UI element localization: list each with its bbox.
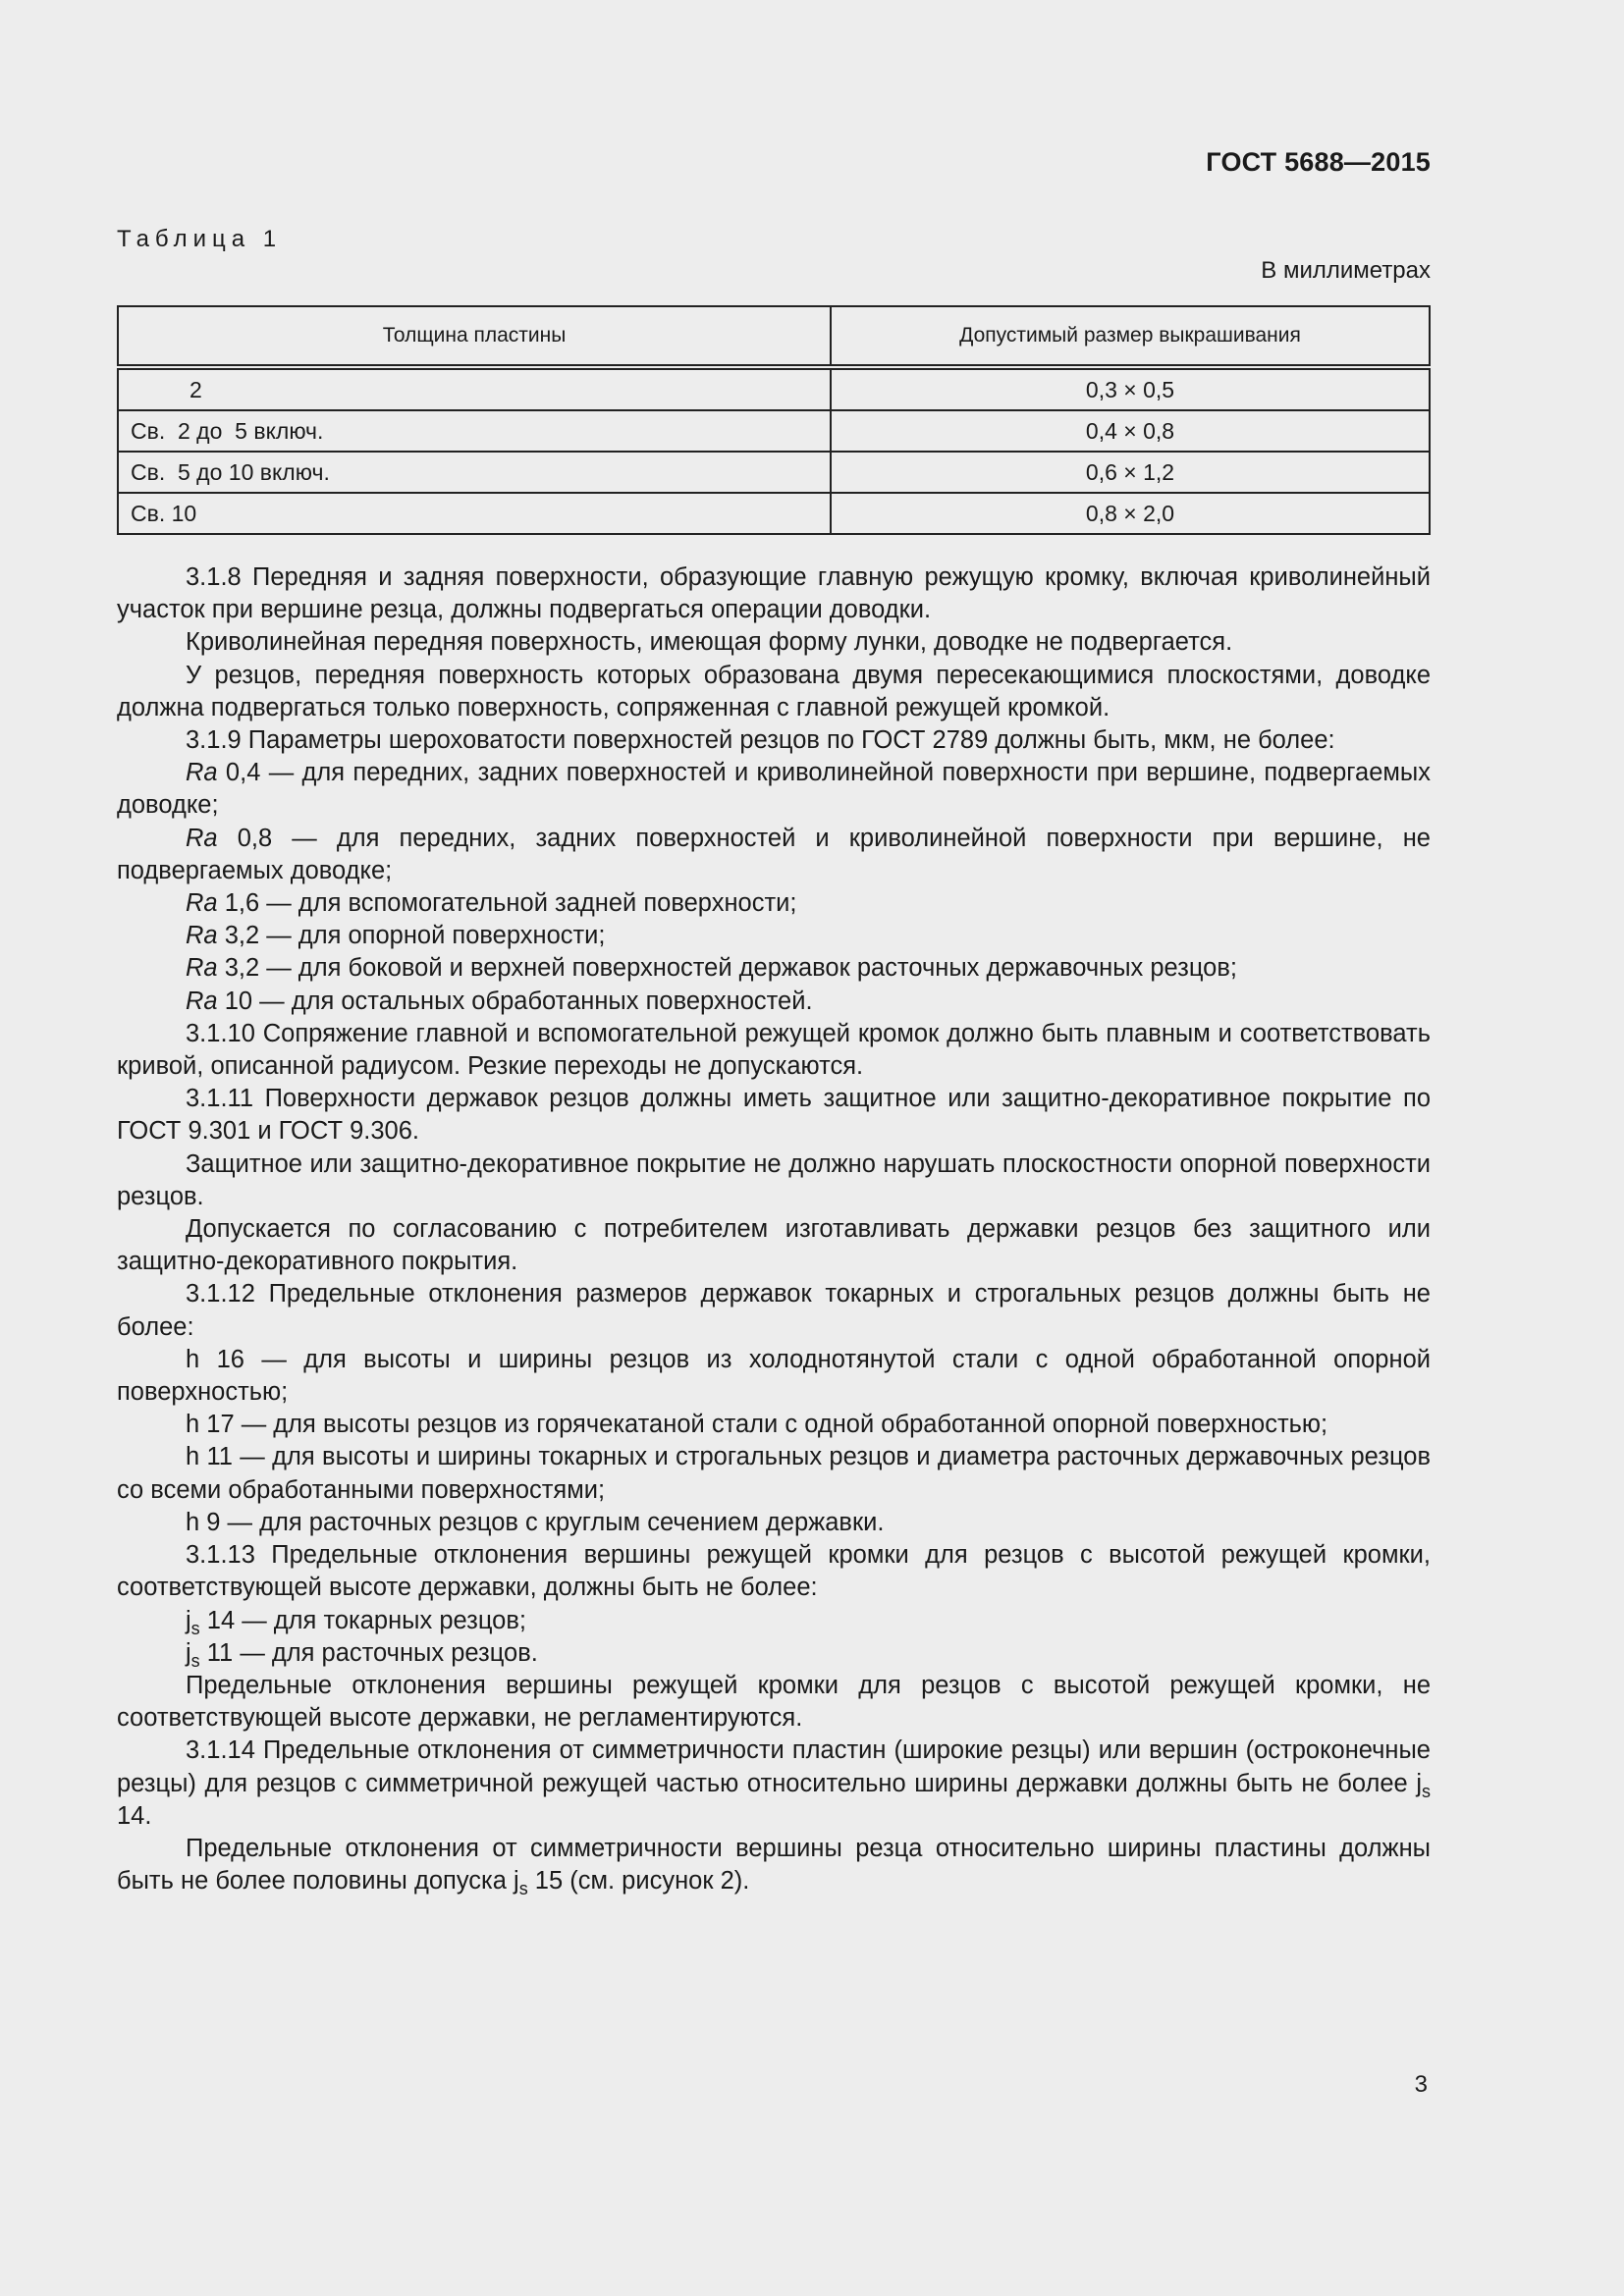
table-header-row — [118, 306, 1430, 367]
paragraph: $j_s$ 11 — для расточных резцов. — [186, 1638, 538, 1671]
table-row — [118, 410, 1430, 452]
ra-symbol: Ra — [186, 824, 218, 852]
paragraph: 3.1.9 Параметры шероховатости поверхностей резцов по ГОСТ 2789 должны быть, мкм, не более: — [186, 726, 1335, 755]
body-text — [117, 561, 1431, 1897]
paragraph: 3.1.10 Сопряжение главной и вспомогательной режущей кромок должно быть плавным и соответствовать кривой, описанной радиусом. Резкие переходы не допускаются. — [117, 1019, 1431, 1081]
table-cell: 2 — [118, 367, 831, 410]
paragraph: Ra 1,6 — для вспомогательной задней поверхности; — [186, 889, 797, 918]
ra-symbol: Ra — [186, 987, 218, 1015]
paragraph: 3.1.13 Предельные отклонения вершины режущей кромки для резцов с высотой режущей кромки, соответствующей высоте державки, должны быть не более: — [117, 1541, 1431, 1602]
table-cell: 0,3 × 0,5 — [831, 367, 1430, 410]
paragraph: $j_s$ 14 — для токарных резцов; — [186, 1606, 526, 1638]
table-cell: Св. 5 до 10 включ. — [118, 452, 831, 493]
paragraph: Ra 10 — для остальных обработанных поверхностей. — [186, 987, 813, 1015]
table-row — [118, 367, 1430, 410]
column-header: Допустимый размер выкрашивания — [831, 306, 1430, 367]
paragraph: Ra 3,2 — для боковой и верхней поверхностей державок расточных державочных резцов; — [186, 954, 1237, 983]
paragraph: 3.1.11 Поверхности державок резцов должны иметь защитное или защитно-декоративное покрытие по ГОСТ 9.301 и ГОСТ 9.306. — [117, 1085, 1431, 1146]
table-cell: 0,6 × 1,2 — [831, 452, 1430, 493]
ra-symbol: Ra — [186, 922, 218, 950]
page-number: 3 — [1414, 2071, 1428, 2098]
paragraph: Предельные отклонения от симметричности вершины резца относительно ширины пластины должны быть не более половины допуска $j_s$ 15 (см. рисунок 2). — [117, 1834, 1431, 1899]
paragraph: Ra 0,8 — для передних, задних поверхностей и криволинейной поверхности при вершине, не подвергаемых доводке; — [117, 824, 1431, 884]
ra-symbol: Ra — [186, 889, 218, 918]
paragraph: 3.1.8 Передняя и задняя поверхности, образующие главную режущую кромку, включая криволинейный участок при вершине резца, должны подвергаться операции доводки. — [117, 563, 1431, 624]
table-units: В миллиметрах — [1261, 257, 1431, 284]
paragraph: h 17 — для высоты резцов из горячекатаной стали с одной обработанной опорной поверхностью; — [186, 1411, 1328, 1439]
paragraph: Ra 3,2 — для опорной поверхности; — [186, 922, 606, 950]
table-row — [118, 452, 1430, 493]
paragraph: У резцов, передняя поверхность которых образована двумя пересекающимися плоскостями, доводке должна подвергаться только поверхность, сопряженная с главной режущей кромкой. — [117, 661, 1431, 721]
table-cell: 0,8 × 2,0 — [831, 493, 1430, 534]
chipping-size-table — [117, 305, 1431, 535]
ra-symbol: Ra — [186, 759, 218, 787]
column-header: Толщина пластины — [118, 306, 831, 367]
ra-symbol: Ra — [186, 954, 218, 983]
standard-number: ГОСТ 5688—2015 — [1206, 147, 1431, 177]
table-cell: Св. 10 — [118, 493, 831, 534]
paragraph: 3.1.14 Предельные отклонения от симметричности пластин (широкие резцы) или вершин (остроконечные резцы) для резцов с симметричной режущей частью относительно ширины державки должны быть не более $j_s$ 14. — [117, 1736, 1431, 1830]
table-caption: Таблица 1 — [117, 226, 283, 252]
table-row — [118, 493, 1430, 534]
paragraph: h 9 — для расточных резцов с круглым сечением державки. — [186, 1508, 885, 1536]
paragraph: Защитное или защитно-декоративное покрытие не должно нарушать плоскостности опорной поверхности резцов. — [117, 1149, 1431, 1210]
paragraph: Допускается по согласованию с потребителем изготавливать державки резцов без защитного или защитно-декоративного покрытия. — [117, 1215, 1431, 1276]
paragraph: 3.1.12 Предельные отклонения размеров державок токарных и строгальных резцов должны быть не более: — [117, 1280, 1431, 1341]
table-cell: 0,4 × 0,8 — [831, 410, 1430, 452]
paragraph: Ra 0,4 — для передних, задних поверхностей и криволинейной поверхности при вершине, подвергаемых доводке; — [117, 759, 1431, 820]
paragraph: Предельные отклонения вершины режущей кромки для резцов с высотой режущей кромки, не соответствующей высоте державки, не регламентируются. — [117, 1671, 1431, 1733]
table-cell: Св. 2 до 5 включ. — [118, 410, 831, 452]
paragraph: h 11 — для высоты и ширины токарных и строгальных резцов и диаметра расточных державочных резцов со всеми обработанными поверхностями; — [117, 1443, 1431, 1504]
paragraph: Криволинейная передняя поверхность, имеющая форму лунки, доводке не подвергается. — [186, 628, 1233, 657]
paragraph: h 16 — для высоты и ширины резцов из холоднотянутой стали с одной обработанной опорной поверхностью; — [117, 1345, 1431, 1407]
